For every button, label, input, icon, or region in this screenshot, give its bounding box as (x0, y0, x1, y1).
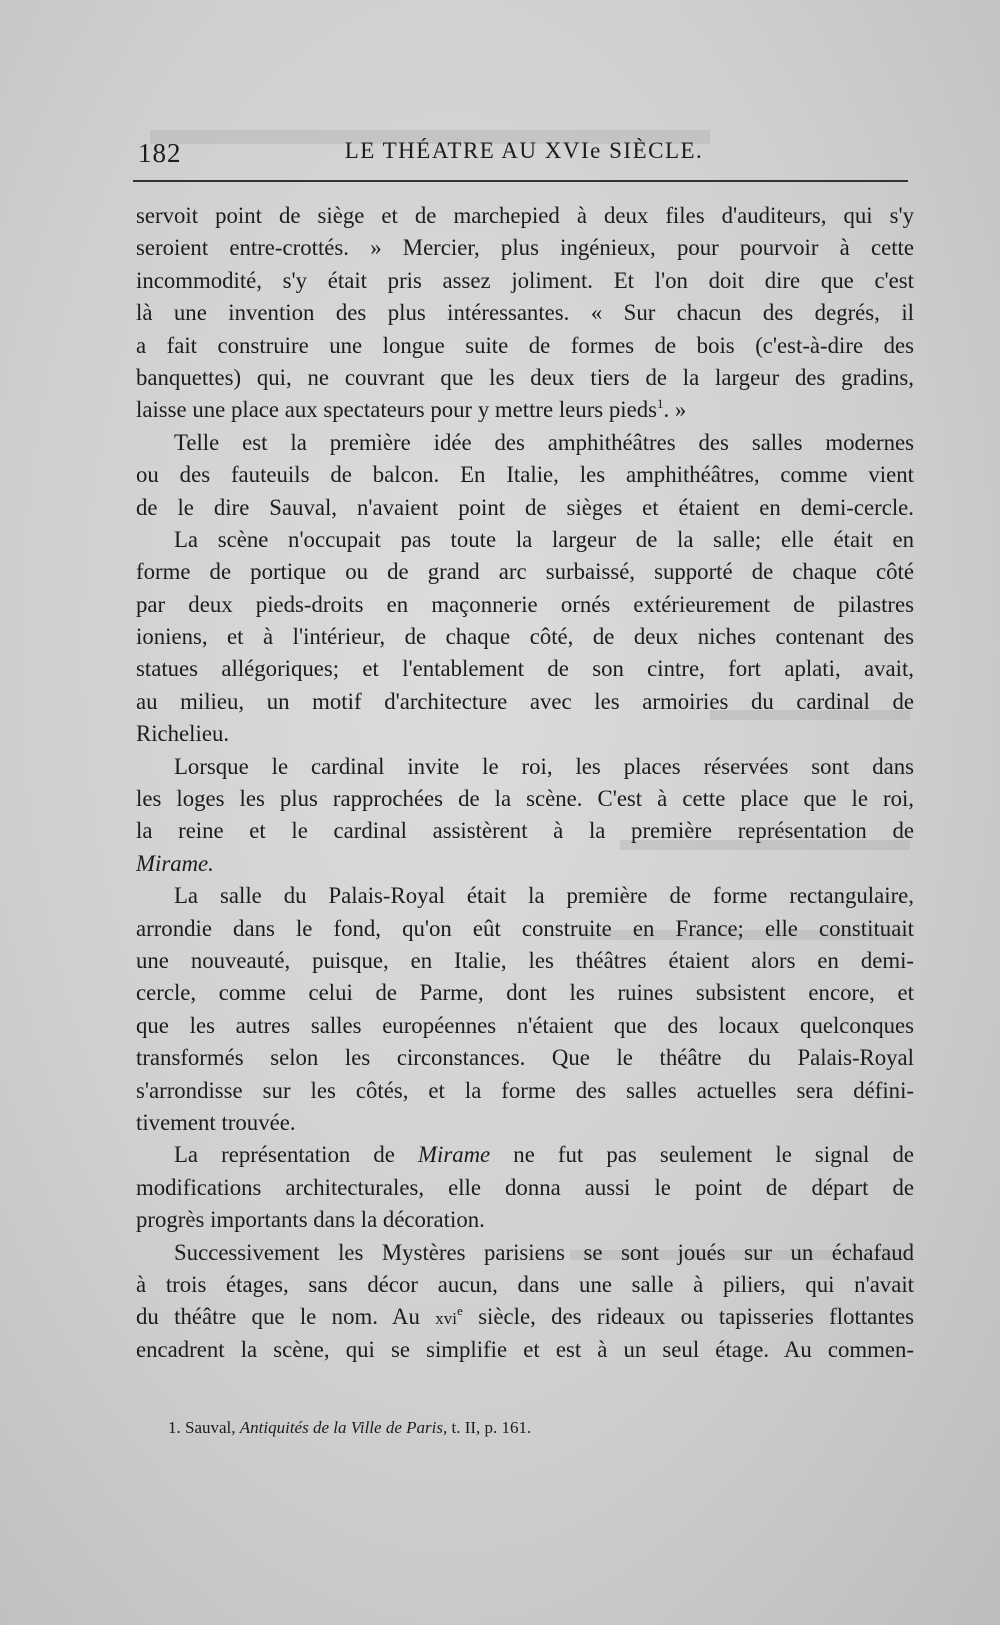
text-line: progrès importants dans la décoration. (136, 1207, 485, 1233)
text-line: la reine et le cardinal assistèrent à la première représentation de (136, 818, 914, 844)
footnote-locator: t. II, p. 161. (451, 1418, 532, 1437)
body-text (136, 200, 914, 1366)
text-fragment: La représentation de (174, 1142, 395, 1168)
text-line (136, 394, 914, 426)
text-line: banquettes) qui, ne couvrant que les deux tiers de la largeur des gradins, (136, 364, 914, 390)
text-fragment: laisse une place aux spectateurs pour y mettre leurs pieds (136, 397, 657, 423)
text-line: La scène n'occupait pas toute la largeur de la salle; elle était en (174, 526, 914, 552)
text-line: encadrent la scène, qui se simplifie et est à un seul étage. Au commen- (136, 1336, 914, 1362)
text-line: Telle est la première idée des amphithéâtres des salles modernes (174, 429, 914, 455)
page-number: 182 (138, 138, 182, 168)
text-line: Richelieu. (136, 721, 230, 747)
text-line: Lorsque le cardinal invite le roi, les places réservées sont dans (174, 753, 914, 779)
text-line: seroient entre-crottés. » Mercier, plus ingénieux, pour pourvoir à cette (136, 235, 914, 261)
text-fragment: siècle, des rideaux ou tapisseries flottantes (478, 1304, 914, 1330)
text-line: là une invention des plus intéressantes. « Sur chacun des degrés, il (136, 300, 914, 326)
text-fragment: . » (663, 397, 687, 423)
text-line (136, 1139, 914, 1171)
text-line: tivement trouvée. (136, 1109, 296, 1135)
century-numeral: xvi (435, 1309, 458, 1329)
text-line: forme de portique ou de grand arc surbaissé, supporté de chaque côté (136, 559, 914, 585)
text-line: a fait construire une longue suite de formes de bois (c'est-à-dire des (136, 332, 914, 358)
text-line: s'arrondisse sur les côtés, et la forme des salles actuelles sera défini- (136, 1077, 914, 1103)
italic-title: Mirame. (136, 850, 214, 876)
text-line: au milieu, un motif d'architecture avec les armoiries du cardinal de (136, 688, 914, 714)
text-line (136, 848, 914, 880)
text-line: modifications architecturales, elle donna aussi le point de départ de (136, 1174, 914, 1200)
text-line: les loges les plus rapprochées de la scène. C'est à cette place que le roi, (136, 786, 914, 812)
text-line: Successivement les Mystères parisiens se sont joués sur un échafaud (174, 1239, 914, 1265)
text-line: de le dire Sauval, n'avaient point de sièges et étaient en demi-cercle. (136, 494, 914, 520)
italic-title: Mirame (418, 1142, 491, 1168)
text-line: ioniens, et à l'intérieur, de chaque côté, de deux niches contenant des (136, 624, 914, 650)
century-superscript: e (457, 1303, 463, 1319)
text-line: statues allégoriques; et l'entablement de son cintre, fort aplati, avait, (136, 656, 914, 682)
text-line: que les autres salles européennes n'étaient que des locaux quelconques (136, 1012, 914, 1038)
footnote-title: Antiquités de la Ville de Paris, (239, 1418, 448, 1437)
text-line (136, 1301, 914, 1333)
footnote-reference: 1 (656, 396, 664, 412)
text-line: transformés selon les circonstances. Que le théâtre du Palais-Royal (136, 1045, 914, 1071)
text-fragment: du théâtre que le nom. Au (136, 1304, 420, 1330)
text-line: cercle, comme celui de Parme, dont les ruines subsistent encore, et (136, 980, 914, 1006)
running-header (138, 134, 910, 168)
header-rule (133, 180, 908, 182)
running-title: LE THÉATRE AU XVIe SIÈCLE. (344, 138, 704, 163)
text-line: incommodité, s'y était pris assez joliment. Et l'on doit dire que c'est (136, 267, 914, 293)
text-line: une nouveauté, puisque, en Italie, les théâtres étaient alors en demi- (136, 947, 914, 973)
text-fragment: ne fut pas seulement le signal de (513, 1142, 914, 1168)
footnote-author: Sauval, (185, 1418, 236, 1437)
footnote-number: 1. (168, 1418, 181, 1437)
text-line: servoit point de siège et de marchepied à deux files d'auditeurs, qui s'y (136, 203, 914, 228)
text-line: par deux pieds-droits en maçonnerie ornés extérieurement de pilastres (136, 591, 914, 617)
text-line: ou des fauteuils de balcon. En Italie, les amphithéâtres, comme vient (136, 462, 914, 488)
footnote (168, 1418, 868, 1438)
text-line: à trois étages, sans décor aucun, dans une salle à piliers, qui n'avait (136, 1271, 914, 1297)
text-line: La salle du Palais-Royal était la première de forme rectangulaire, (174, 883, 914, 909)
text-line: arrondie dans le fond, qu'on eût construite en France; elle constituait (136, 915, 914, 941)
